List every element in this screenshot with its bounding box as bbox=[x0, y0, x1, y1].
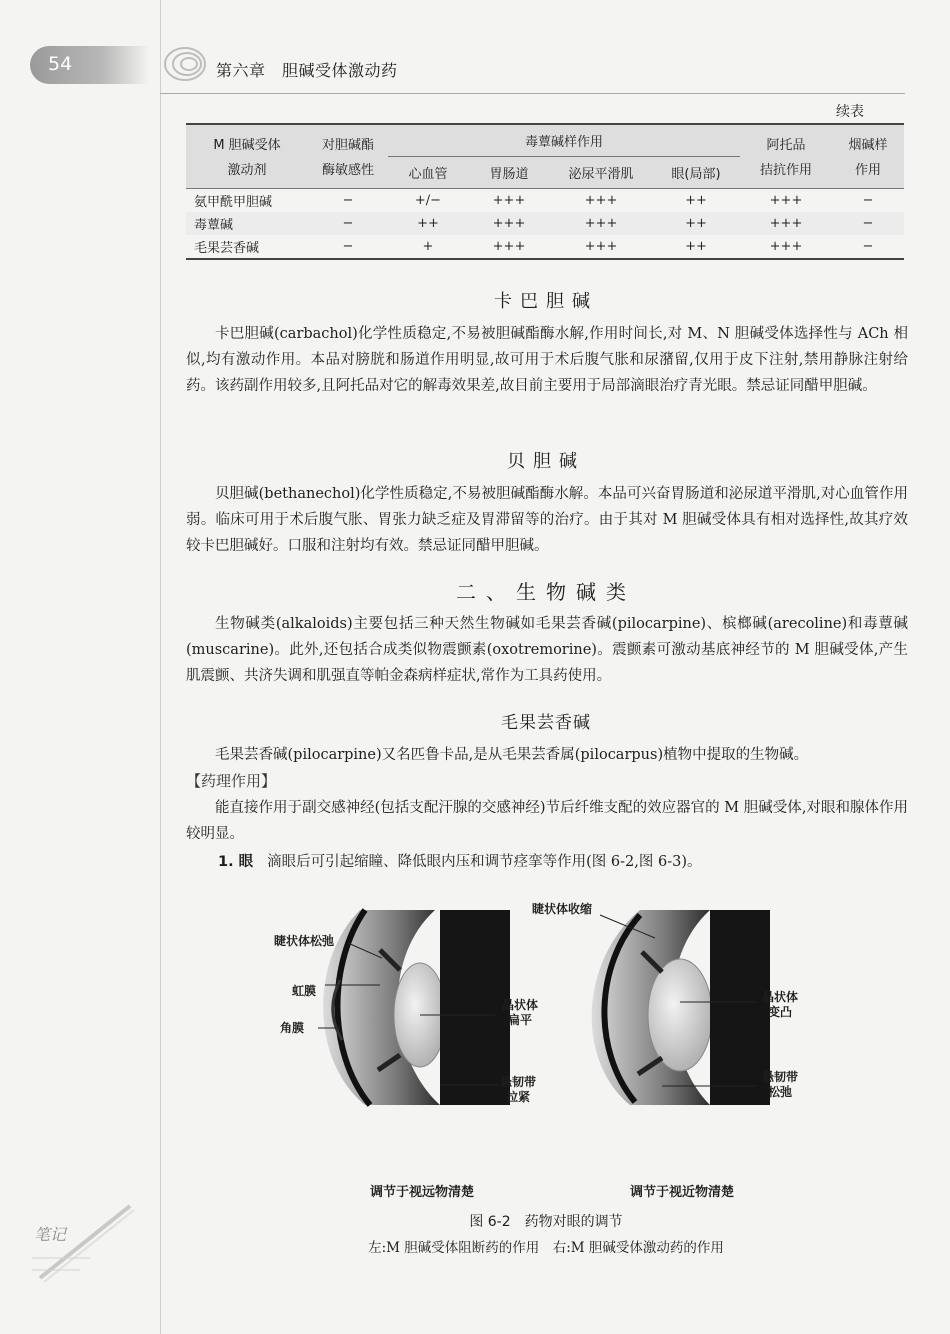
col-nicotinic-header: 烟碱样 作用 bbox=[832, 124, 904, 188]
label-iris: 虹膜 bbox=[292, 984, 317, 998]
label-lens-flat: 晶状体 扁平 bbox=[502, 998, 539, 1027]
receptor-agonist-table bbox=[186, 123, 904, 260]
carbachol-paragraph: 卡巴胆碱(carbachol)化学性质稳定,不易被胆碱酯酶水解,作用时间长,对 M、N 胆碱受体选择性与 ACh 相似,均有激动作用。本品对膀胱和肠道作用明显,故可用于术后腹气胀和尿潴留,仅用于皮下注射,禁用静脉注射给药。该药副作用较多,且阿托品对它的解毒效果差,故目前主要用于局部滴眼治疗青光眼。禁忌证同醋甲胆碱。 bbox=[186, 326, 908, 394]
label-zonule-loose: 悬韧带 松弛 bbox=[762, 1070, 799, 1099]
right-eye-illustration bbox=[592, 910, 770, 1105]
right-eye-caption: 调节于视近物清楚 bbox=[630, 1185, 735, 1200]
sub-header-cardiovascular: 心血管 bbox=[388, 156, 468, 188]
page-number: 54 bbox=[48, 53, 73, 75]
eye-item-text: 滴眼后可引起缩瞳、降低眼内压和调节痉挛等作用(图 6-2,图 6-3)。 bbox=[267, 854, 702, 870]
alkaloids-paragraph: 生物碱类(alkaloids)主要包括三种天然生物碱如毛果芸香碱(pilocarpine)、槟榔碱(arecoline)和毒蕈碱(muscarine)。此外,还包括合成类似物震颤素(oxotremorine)。震颤素可激动基底神经节的 M 胆碱受体,产生肌震颤、共济失调和肌强直等帕金森病样症状,常作为工具药使用。 bbox=[186, 616, 908, 684]
col-esterase-header: 对胆碱酯 酶敏感性 bbox=[308, 124, 388, 188]
pharmacology-label: 【药理作用】 bbox=[186, 772, 277, 790]
col-agonist-header: M 胆碱受体 激动剂 bbox=[186, 124, 308, 188]
label-lens-convex: 晶状体 变凸 bbox=[762, 990, 799, 1019]
table-row: 毛果芸香碱 − + +++ +++ ++ +++ − bbox=[186, 235, 904, 259]
table-row: 氨甲酰甲胆碱 − +/− +++ +++ ++ +++ − bbox=[186, 188, 904, 212]
carbachol-heading: 卡巴胆碱 bbox=[494, 291, 598, 312]
table-row: 毒蕈碱 − ++ +++ +++ ++ +++ − bbox=[186, 212, 904, 235]
figure-subtitle: 左:M 胆碱受体阻断药的作用 右:M 胆碱受体激动药的作用 bbox=[368, 1240, 724, 1256]
eye-diagram bbox=[270, 890, 830, 1110]
pilocarpine-heading: 毛果芸香碱 bbox=[501, 713, 591, 733]
sub-header-urinary: 泌尿平滑肌 bbox=[550, 156, 652, 188]
bethanechol-heading: 贝胆碱 bbox=[507, 451, 585, 472]
eye-item-number: 1. 眼 bbox=[218, 854, 254, 870]
eye-item bbox=[218, 850, 702, 871]
margin-line bbox=[160, 0, 161, 1334]
left-eye-illustration bbox=[323, 910, 510, 1105]
label-ciliary-relaxed: 睫状体松弛 bbox=[274, 934, 335, 948]
alkaloids-heading: 二、生物碱类 bbox=[456, 580, 636, 604]
page-number-tab bbox=[30, 46, 150, 84]
figure-title: 图 6-2 药物对眼的调节 bbox=[469, 1214, 623, 1230]
chapter-title: 第六章 胆碱受体激动药 bbox=[216, 61, 398, 80]
muscarinic-group-header: 毒蕈碱样作用 bbox=[388, 124, 740, 156]
margin-note: 笔记 bbox=[34, 1225, 67, 1244]
swirl-ornament-icon bbox=[160, 42, 210, 86]
label-ciliary-contracted: 睫状体收缩 bbox=[532, 902, 593, 916]
col-atropine-header: 阿托品 拮抗作用 bbox=[740, 124, 832, 188]
pilocarpine-paragraph: 毛果芸香碱(pilocarpine)又名匹鲁卡品,是从毛果芸香属(pilocarpus)植物中提取的生物碱。 bbox=[215, 747, 809, 763]
left-eye-caption: 调节于视远物清楚 bbox=[370, 1185, 475, 1200]
sub-header-eye: 眼(局部) bbox=[652, 156, 740, 188]
pharmacology-paragraph: 能直接作用于副交感神经(包括支配汗腺的交感神经)节后纤维支配的效应器官的 M 胆碱受体,对眼和腺体作用较明显。 bbox=[186, 800, 908, 842]
bethanechol-paragraph: 贝胆碱(bethanechol)化学性质稳定,不易被胆碱酯酶水解。本品可兴奋胃肠道和泌尿道平滑肌,对心血管作用弱。临床可用于术后腹气胀、胃张力缺乏症及胃滞留等的治疗。由于其对 M 胆碱受体具有相对选择性,故其疗效较卡巴胆碱好。口服和注射均有效。禁忌证同醋甲胆碱。 bbox=[186, 486, 908, 554]
continued-label: 续表 bbox=[836, 104, 864, 120]
sub-header-gi: 胃肠道 bbox=[468, 156, 550, 188]
label-zonule-tight: 悬韧带 拉紧 bbox=[500, 1075, 537, 1104]
header-rule bbox=[160, 93, 905, 94]
label-cornea: 角膜 bbox=[280, 1021, 305, 1035]
eye-accommodation-figure bbox=[270, 890, 830, 1110]
